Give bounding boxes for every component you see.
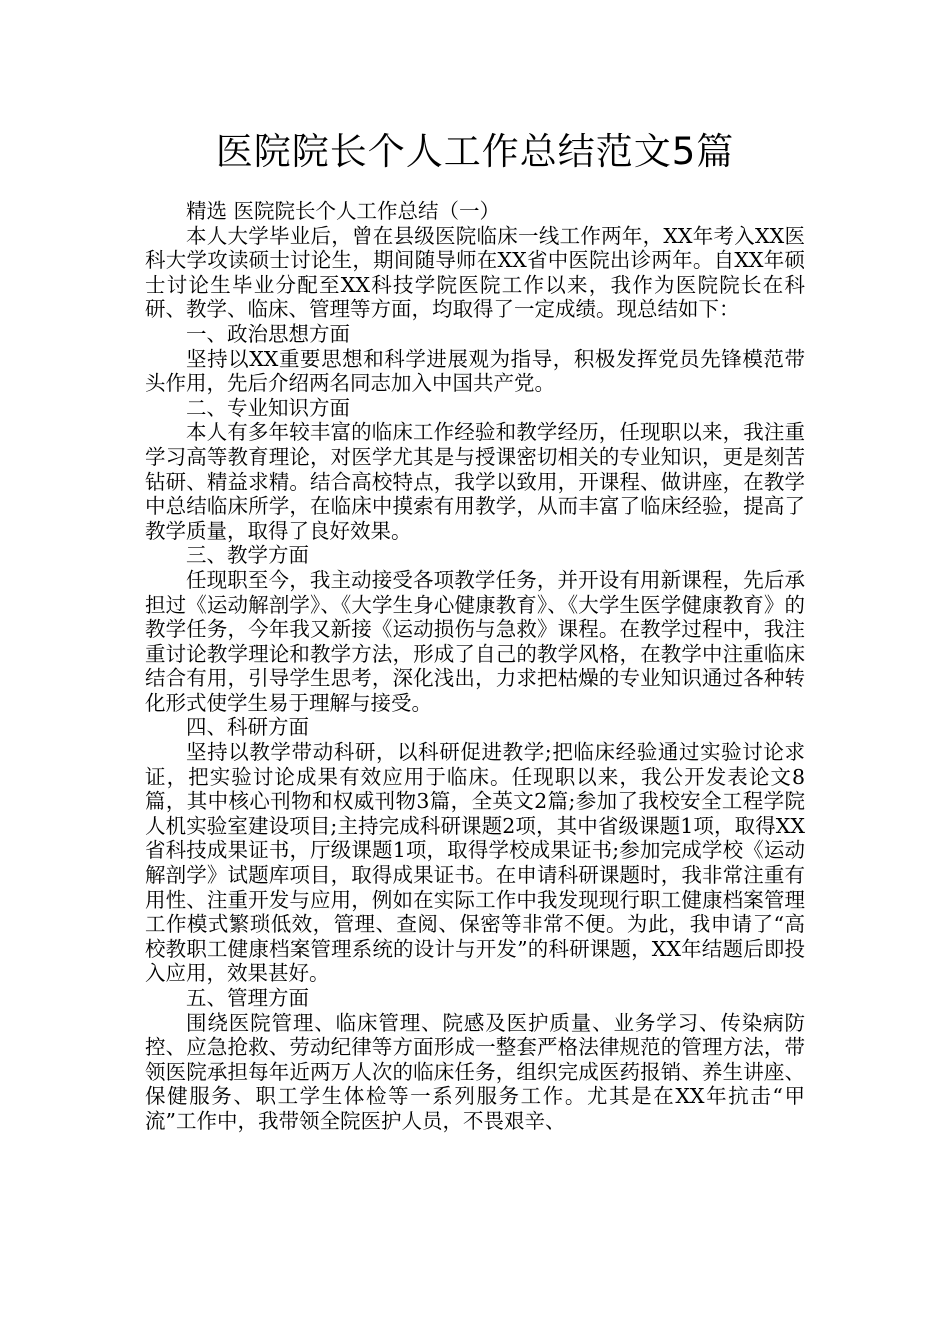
document-title: 医院院长个人工作总结范文5篇	[215, 130, 735, 173]
paragraph-professional: 本人有多年较丰富的临床工作经验和教学经历，任现职以来，我注重学习高等教育理论，对医学尤其是与授课密切相关的专业知识，更是刻苦钻研、精益求精。结合高校特点，我学以致用，开课程、做讲座，在教学中总结临床所学，在临床中摸索有用教学，从而丰富了临床经验，提高了教学质量，取得了良好效果。	[145, 420, 805, 543]
document-body	[145, 199, 805, 1134]
section-heading-politics: 一、政治思想方面	[186, 321, 350, 346]
section-heading-management: 五、管理方面	[186, 986, 309, 1010]
section-heading-research: 四、科研方面	[186, 715, 309, 740]
section-heading-professional: 二、专业知识方面	[186, 395, 350, 420]
section-intro-heading: 精选 医院院长个人工作总结（一）	[186, 199, 501, 223]
paragraph-management: 围绕医院管理、临床管理、院感及医护质量、业务学习、传染病防控、应急抢救、劳动纪律等方面形成一整套严格法律规范的管理方法，带领医院承担每年近两万人次的临床任务，组织完成医药报销、养生讲座、保健服务、职工学生体检等一系列服务工作。尤其是在XX年抗击“甲流”工作中，我带领全院医护人员，不畏艰辛、	[145, 1010, 805, 1133]
paragraph-intro: 本人大学毕业后，曾在县级医院临床一线工作两年，XX年考入XX医科大学攻读硕士讨论生，期间随导师在XX省中医院出诊两年。自XX年硕士讨论生毕业分配至XX科技学院医院工作以来，我作为医院院长在科研、教学、临床、管理等方面，均取得了一定成绩。现总结如下：	[145, 223, 805, 322]
paragraph-politics: 坚持以XX重要思想和科学进展观为指导，积极发挥党员先锋模范带头作用，先后介绍两名同志加入中国共产党。	[145, 346, 805, 396]
section-heading-teaching: 三、教学方面	[186, 543, 309, 568]
paragraph-research: 坚持以教学带动科研，以科研促进教学;把临床经验通过实验讨论求证，把实验讨论成果有效应用于临床。任现职以来，我公开发表论文8篇，其中核心刊物和权威刊物3篇，全英文2篇;参加了我校安全工程学院人机实验室建设项目;主持完成科研课题2项，其中省级课题1项，取得XX省科技成果证书，厅级课题1项，取得学校成果证书;参加完成学校《运动解剖学》试题库项目，取得成果证书。在申请科研课题时，我非常注重有用性、注重开发与应用，例如在实际工作中我发现现行职工健康档案管理工作模式繁琐低效，管理、查阅、保密等非常不便。为此，我申请了“高校教职工健康档案管理系统的设计与开发”的科研课题，XX年结题后即投入应用，效果甚好。	[145, 740, 805, 986]
paragraph-teaching: 任现职至今，我主动接受各项教学任务，并开设有用新课程，先后承担过《运动解剖学》、《大学生身心健康教育》、《大学生医学健康教育》的教学任务，今年我又新接《运动损伤与急救》课程。在教学过程中，我注重讨论教学理论和教学方法，形成了自己的教学风格，在教学中注重临床结合有用，引导学生思考，深化浅出，力求把枯燥的专业知识通过各种转化形式使学生易于理解与接受。	[145, 567, 805, 715]
